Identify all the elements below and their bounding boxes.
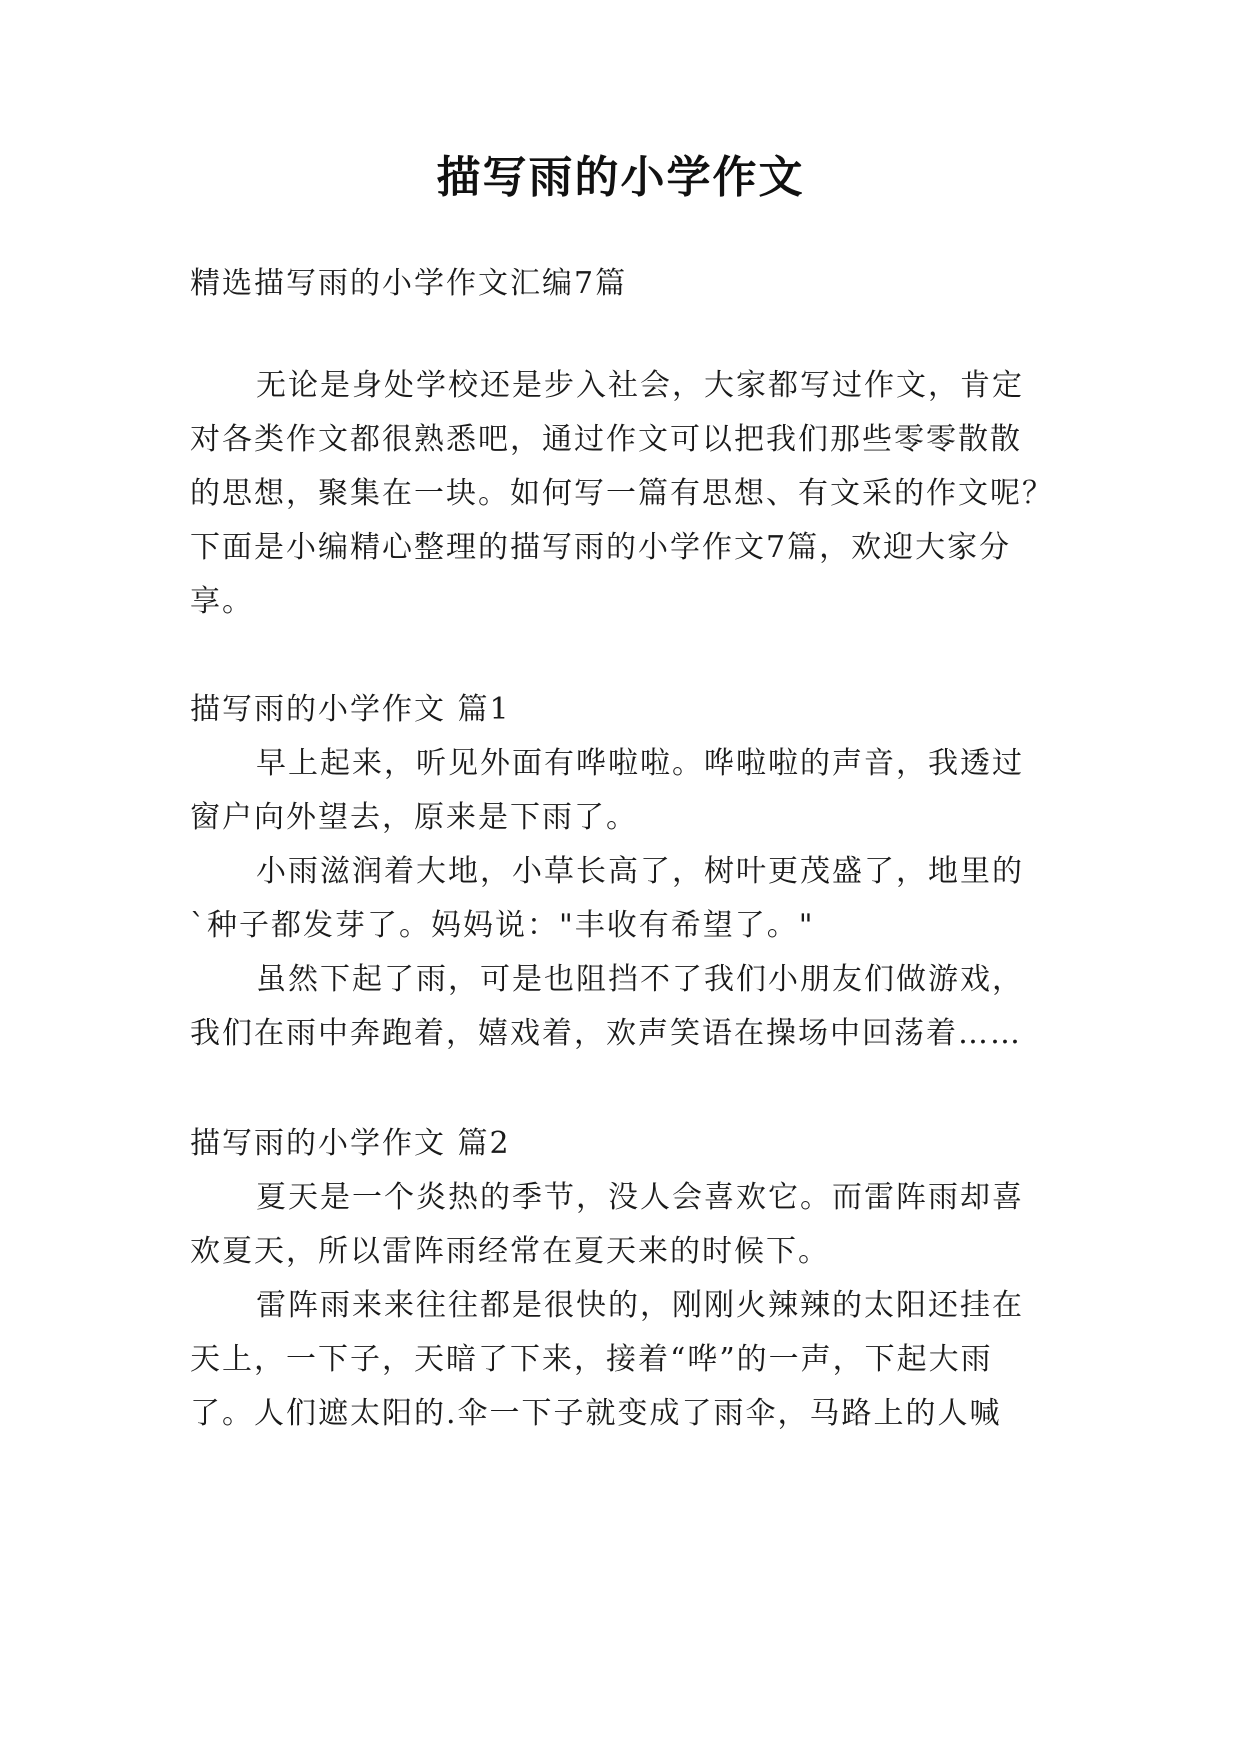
- intro-line: 享。: [190, 584, 254, 619]
- essay1-line: 早上起来，听见外面有哗啦啦。哗啦啦的声音，我透过: [256, 746, 1024, 781]
- essay1-line: 虽然下起了雨，可是也阻挡不了我们小朋友们做游戏，: [256, 962, 1024, 997]
- essay1-line: 我们在雨中奔跑着，嬉戏着，欢声笑语在操场中回荡着……: [190, 1016, 1022, 1051]
- essay1-line: 小雨滋润着大地，小草长高了，树叶更茂盛了，地里的: [256, 854, 1024, 889]
- intro-line: 对各类作文都很熟悉吧，通过作文可以把我们那些零零散散: [190, 422, 1022, 457]
- document-title: 描写雨的小学作文: [436, 152, 805, 203]
- intro-line: 的思想，聚集在一块。如何写一篇有思想、有文采的作文呢？: [190, 476, 1054, 511]
- essay2-heading: 描写雨的小学作文 篇2: [190, 1126, 511, 1161]
- document-subtitle: 精选描写雨的小学作文汇编7篇: [190, 266, 628, 301]
- essay1-line: 窗户向外望去，原来是下雨了。: [190, 800, 638, 835]
- essay2-line: 夏天是一个炎热的季节，没人会喜欢它。而雷阵雨却喜: [256, 1180, 1024, 1215]
- essay2-line: 欢夏天，所以雷阵雨经常在夏天来的时候下。: [190, 1234, 830, 1269]
- essay1-heading: 描写雨的小学作文 篇1: [190, 692, 511, 727]
- intro-line: 无论是身处学校还是步入社会，大家都写过作文，肯定: [256, 368, 1024, 403]
- essay1-line: `种子都发芽了。妈妈说："丰收有希望了。": [190, 908, 815, 943]
- intro-line: 下面是小编精心整理的描写雨的小学作文7篇，欢迎大家分: [190, 530, 1012, 565]
- essay2-line: 了。人们遮太阳的.伞一下子就变成了雨伞，马路上的人喊: [190, 1396, 1002, 1431]
- essay2-line: 天上，一下子，天暗了下来，接着“哗”的一声，下起大雨: [190, 1342, 993, 1377]
- essay2-line: 雷阵雨来来往往都是很快的，刚刚火辣辣的太阳还挂在: [256, 1288, 1024, 1323]
